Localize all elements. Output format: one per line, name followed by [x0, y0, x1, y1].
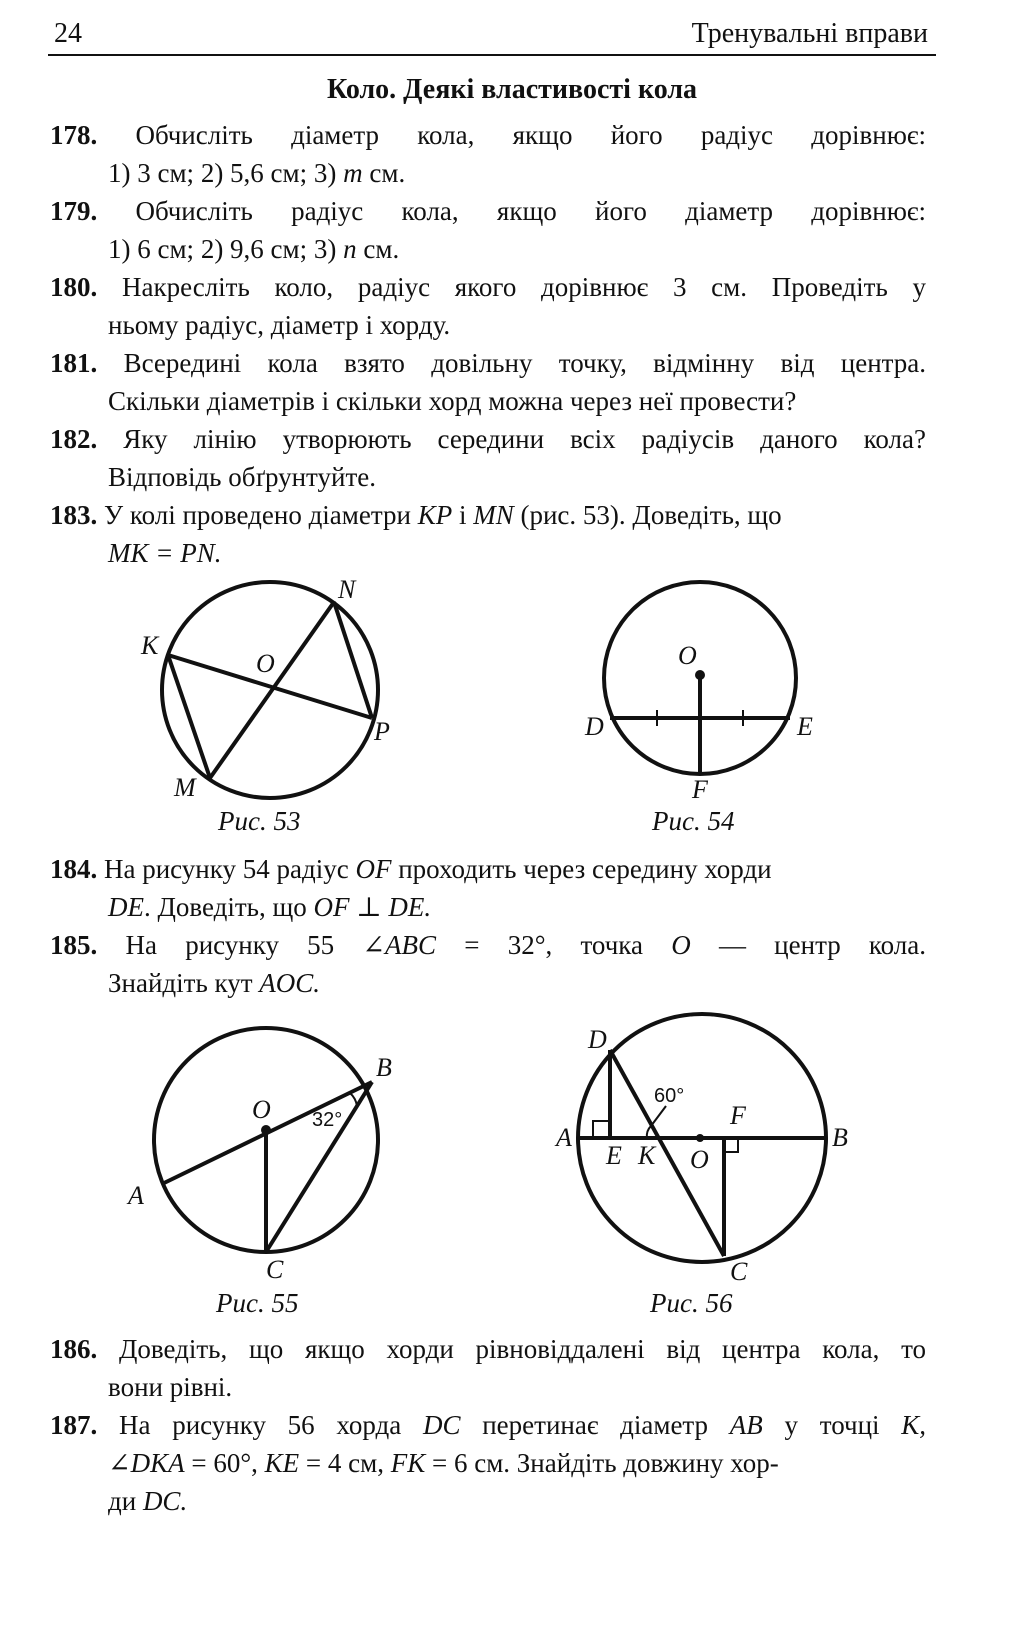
fig56-label-d: D — [588, 1025, 607, 1054]
problem-text: Доведіть, що якщо хорди рівновіддалені від центра кола, то — [118, 1334, 927, 1364]
math-expression: OF ⊥ DE. — [313, 892, 432, 922]
problem-text: = 32°, точка — [436, 930, 672, 960]
problem-number: 183. — [50, 500, 98, 530]
math-variable: KE — [264, 1448, 300, 1478]
fig53-diameter-nm — [210, 602, 334, 778]
math-variable: DC. — [142, 1486, 188, 1516]
problem-183-line-2: MK = PN. — [108, 538, 222, 568]
problem-text: Всередині кола взято довільну точку, відмінну від центра. — [123, 348, 927, 378]
fig56-label-k: K — [638, 1141, 656, 1170]
fig55-angle-arc — [350, 1093, 357, 1106]
problem-text: 1) 3 см; 2) 5,6 см; 3) — [108, 158, 344, 188]
fig53-caption: Рис. 53 — [218, 806, 301, 836]
fig56-label-b: B — [832, 1123, 848, 1152]
section-title: Коло. Деякі властивості кола — [326, 74, 698, 105]
problem-text: (рис. 53). Доведіть, що — [513, 500, 782, 530]
fig56-label-a: A — [556, 1123, 572, 1152]
fig55-label-c: C — [266, 1255, 284, 1284]
fig55-caption: Рис. 55 — [216, 1288, 299, 1318]
problem-text: На рисунку 55 — [125, 930, 363, 960]
fig54-center-point — [695, 670, 705, 680]
math-variable: MN — [473, 500, 514, 530]
problem-number: 179. — [50, 196, 98, 226]
math-variable: OF — [355, 854, 392, 884]
problem-180-line-2: ньому радіус, діаметр і хорду. — [108, 310, 451, 340]
fig53-label-m: M — [174, 773, 196, 802]
math-variable: K, — [901, 1410, 927, 1440]
figure-53 — [162, 582, 378, 798]
fig55-label-b: B — [376, 1053, 392, 1082]
problem-text: у точці — [762, 1410, 902, 1440]
problem-text: см. — [362, 158, 406, 188]
problem-text: проходить через середину хорди — [391, 854, 772, 884]
fig56-label-c: C — [730, 1257, 748, 1286]
math-variable: KP — [417, 500, 453, 530]
problem-number: 180. — [50, 272, 98, 302]
problem-text: = 60°, — [184, 1448, 265, 1478]
problem-text: перетинає діаметр — [460, 1410, 730, 1440]
fig55-angle-label: 32° — [312, 1109, 343, 1131]
problem-text: ди — [108, 1486, 143, 1516]
fig55-label-a: A — [128, 1181, 144, 1210]
math-variable: DE — [108, 892, 144, 922]
fig56-center-point — [696, 1134, 704, 1142]
math-expression: ∠DKA — [108, 1448, 185, 1478]
problem-text: . Доведіть, що — [144, 892, 314, 922]
problem-number: 185. — [50, 930, 98, 960]
math-variable: m — [343, 158, 363, 188]
fig55-center-point — [261, 1125, 271, 1135]
fig53-label-p: P — [374, 717, 390, 746]
math-variable: n — [343, 234, 357, 264]
problem-text: У колі проведено діаметри — [104, 500, 418, 530]
fig56-label-o: O — [690, 1145, 709, 1174]
problem-text: і — [452, 500, 474, 530]
problem-text: Знайдіть кут — [108, 968, 260, 998]
math-expression: AOC. — [259, 968, 321, 998]
problem-text: На рисунку 56 хорда — [118, 1410, 423, 1440]
fig53-label-o: O — [256, 649, 275, 678]
problem-181-line-2: Скільки діаметрів і скільки хорд можна через неї провести? — [108, 386, 797, 416]
running-title: Тренувальні вправи — [691, 18, 928, 49]
fig53-label-k: K — [141, 631, 159, 660]
math-variable: O — [671, 930, 691, 960]
fig53-label-n: N — [338, 575, 356, 604]
fig56-angle-label: 60° — [654, 1085, 685, 1107]
fig56-angle-pointer — [651, 1106, 666, 1126]
problem-186-line-2: вони рівні. — [108, 1372, 233, 1402]
math-expression: ∠ABC — [362, 930, 437, 960]
fig54-caption: Рис. 54 — [652, 806, 735, 836]
figure-55 — [154, 1028, 378, 1252]
problem-text: = 6 см. Знайдіть довжину хор- — [425, 1448, 779, 1478]
problem-text: — центр кола. — [690, 930, 927, 960]
problem-number: 186. — [50, 1334, 98, 1364]
fig54-label-f: F — [692, 775, 708, 804]
problem-text: Обчисліть радіус кола, якщо його діаметр дорівнює: — [135, 196, 926, 226]
problem-text: Накресліть коло, радіус якого дорівнює 3 см. Проведіть у — [121, 272, 926, 302]
math-variable: DC — [422, 1410, 461, 1440]
fig54-label-o: O — [678, 641, 697, 670]
fig54-label-d: D — [585, 712, 604, 741]
fig54-label-e: E — [797, 712, 813, 741]
fig55-label-o: O — [252, 1095, 271, 1124]
problem-text: На рисунку 54 радіус — [104, 854, 356, 884]
fig56-right-angle-e — [593, 1121, 610, 1138]
problem-number: 184. — [50, 854, 98, 884]
problem-text: 1) 6 см; 2) 9,6 см; 3) — [108, 234, 344, 264]
fig56-label-e: E — [606, 1141, 622, 1170]
problem-text: Обчисліть діаметр кола, якщо його радіус дорівнює: — [135, 120, 926, 150]
fig56-right-angle-f — [724, 1138, 738, 1152]
fig56-label-f: F — [730, 1101, 746, 1130]
fig56-caption: Рис. 56 — [650, 1288, 733, 1318]
problem-text: = 4 см, — [299, 1448, 391, 1478]
problem-number: 181. — [50, 348, 98, 378]
problem-text: Яку лінію утворюють середини всіх радіусів даного кола? — [123, 424, 926, 454]
math-variable: FK — [390, 1448, 426, 1478]
problem-number: 178. — [50, 120, 98, 150]
math-variable: AB — [729, 1410, 763, 1440]
problem-text: см. — [356, 234, 400, 264]
problem-182-line-2: Відповідь обґрунтуйте. — [108, 462, 376, 492]
problem-number: 187. — [50, 1410, 98, 1440]
page-number: 24 — [54, 18, 82, 49]
problem-number: 182. — [50, 424, 98, 454]
